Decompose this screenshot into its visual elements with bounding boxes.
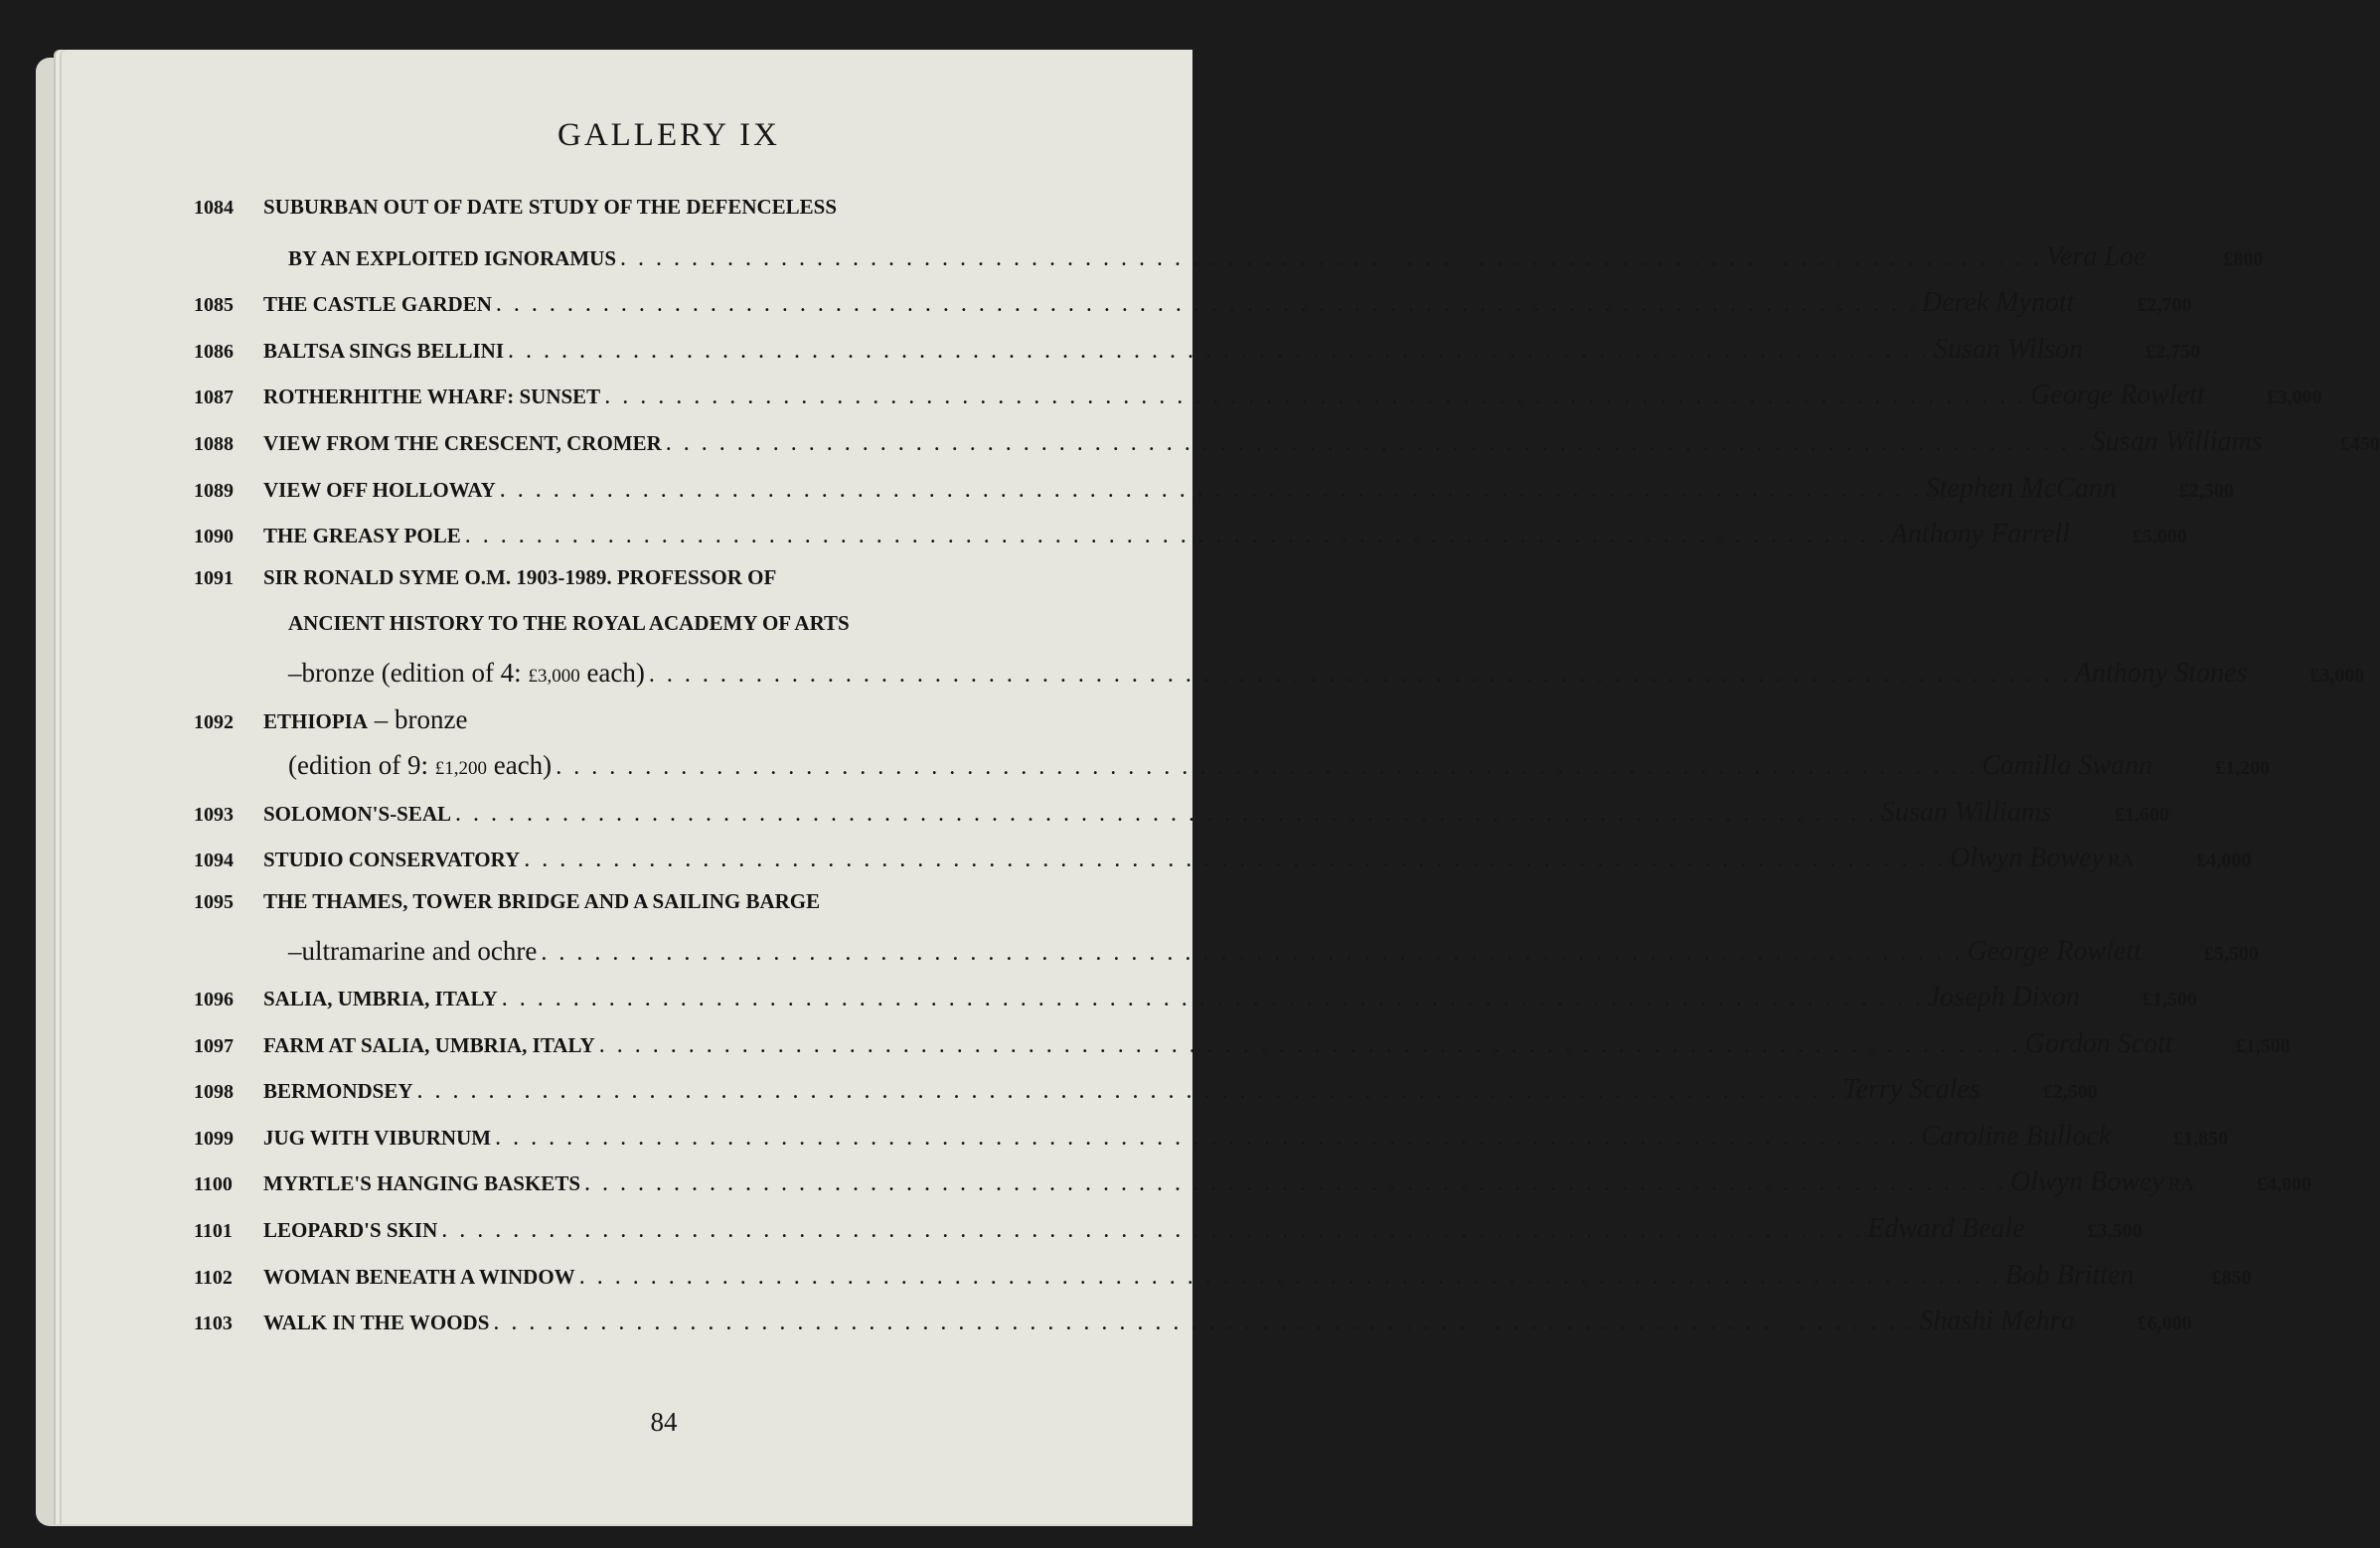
catalogue-entry <box>194 843 2252 889</box>
leader-dots: . . . . . . . . . . . . . . . . . . . . . . . . . . . . . . . . . . . . . . . . . . . . . . . . . . . . . . . . . . . . . . . . . . . . . . . . . . . . . . . . <box>495 1124 1918 1151</box>
leader-dots: . . . . . . . . . . . . . . . . . . . . . . . . . . . . . . . . . . . . . . . . . . . . . . . . . . . . . . . . . . . . . . . . . . . . . . . . . . . . . . . . <box>541 939 1964 966</box>
edition-price: £1,200 <box>434 758 487 780</box>
artist-name <box>2025 1028 2173 1060</box>
entry-title: THE GREASY POLE <box>263 524 461 548</box>
artist-name <box>1922 287 2075 319</box>
leader-dots: . . . . . . . . . . . . . . . . . . . . . . . . . . . . . . . . . . . . . . . . . . . . . . . . . . . . . . . . . . . . . . . . . . . . . . . . . . . . . . . . <box>493 1310 1916 1336</box>
artist-name-text: Gordon Scott <box>2024 1027 2173 1059</box>
artist-name-text: Shashi Mehra <box>1919 1306 2075 1337</box>
entry-title-group <box>263 1033 595 1058</box>
leader-dots: . . . . . . . . . . . . . . . . . . . . . . . . . . . . . . . . . . . . . . . . . . . . . . . . . . . . . . . . . . . . . . . . . . . . . . . . . . . . . . . . <box>598 1031 2021 1058</box>
leader-dots: . . . . . . . . . . . . . . . . . . . . . . . . . . . . . . . . . . . . . . . . . . . . . . . . . . . . . . . . . . . . . . . . . . . . . . . . . . . . . . . . <box>495 291 1918 318</box>
entry-number: 1090 <box>194 526 234 548</box>
artist-name-text: George Rowlett <box>1967 935 2142 967</box>
leader-dots: . . . . . . . . . . . . . . . . . . . . . . . . . . . . . . . . . . . . . . . . . . . . . . . . . . . . . . . . . . . . . . . . . . . . . . . . . . . . . . . . <box>455 800 1878 827</box>
gallery-title: GALLERY IX <box>556 117 780 153</box>
entry-number: 1095 <box>194 890 234 913</box>
entry-number: 1099 <box>194 1127 234 1150</box>
entry-number: 1087 <box>194 387 234 409</box>
leader-dots: . . . . . . . . . . . . . . . . . . . . . . . . . . . . . . . . . . . . . . . . . . . . . . . . . . . . . . . . . . . . . . . . . . . . . . . . . . . . . . . . <box>508 337 1931 364</box>
entry-title-group <box>288 611 850 636</box>
artist-name <box>1950 843 2134 874</box>
entry-title: ANCIENT HISTORY TO THE ROYAL ACADEMY OF ARTS <box>288 611 850 636</box>
entry-title-group <box>288 936 537 967</box>
entry-title-group <box>263 704 468 735</box>
leader-dots: . . . . . . . . . . . . . . . . . . . . . . . . . . . . . . . . . . . . . . . . . . . . . . . . . . . . . . . . . . . . . . . . . . . . . . . . . . . . . . . . <box>416 1078 1839 1105</box>
artist-name-text: Joseph Dixon <box>1927 982 2080 1013</box>
entry-title-group <box>263 524 461 548</box>
entry-title: ROTHERHITHE WHARF: SUNSET <box>263 385 601 409</box>
artist-name-text: Terry Scales <box>1842 1074 1981 1106</box>
entry-price: £4,000 <box>2196 850 2252 872</box>
entry-price: £850 <box>2211 1266 2252 1289</box>
artist-name-text: Stephen McCann <box>1925 472 2117 504</box>
entry-medium: (edition of 9: <box>288 750 435 781</box>
leader-dots: . . . . . . . . . . . . . . . . . . . . . . . . . . . . . . . . . . . . . . . . . . . . . . . . . . . . . . . . . . . . . . . . . . . . . . . . . . . . . . . . <box>464 523 1887 549</box>
entry-title-group <box>288 750 552 781</box>
catalogue-entry <box>194 889 1153 936</box>
entry-title: SALIA, UMBRIA, ITALY <box>263 987 498 1011</box>
artist-name-text: Edward Beale <box>1867 1213 2025 1245</box>
entry-title: ETHIOPIA <box>263 708 369 733</box>
catalogue-entry <box>194 1259 2252 1307</box>
entry-number: 1096 <box>194 989 234 1011</box>
leader-dots: . . . . . . . . . . . . . . . . . . . . . . . . . . . . . . . . . . . . . . . . . . . . . . . . . . . . . . . . . . . . . . . . . . . . . . . . . . . . . . . . <box>555 754 1979 781</box>
catalogue-entry <box>194 704 1153 751</box>
entry-number: 1103 <box>194 1313 233 1335</box>
artist-name <box>2092 426 2263 458</box>
artist-name-text: Susan Wilson <box>1934 333 2084 365</box>
entry-medium-suffix: each) <box>579 657 645 688</box>
artist-name-text: Vera Loe <box>2046 240 2146 272</box>
catalogue-entry <box>194 1213 2142 1260</box>
entry-price: £6,000 <box>2137 1313 2192 1335</box>
edition-price: £3,000 <box>528 665 580 687</box>
entry-number: 1091 <box>194 566 234 589</box>
ra-suffix: RA <box>2167 1174 2195 1196</box>
catalogue-entry <box>194 240 2264 288</box>
entry-title: VIEW FROM THE CRESCENT, CROMER <box>263 430 662 455</box>
entry-price: £2,750 <box>2145 340 2201 363</box>
artist-name-text: Bob Britten <box>2004 1259 2135 1291</box>
artist-name <box>2075 658 2247 690</box>
entry-price: £1,600 <box>2114 803 2169 826</box>
leader-dots: . . . . . . . . . . . . . . . . . . . . . . . . . . . . . . . . . . . . . . . . . . . . . . . . . . . . . . . . . . . . . . . . . . . . . . . . . . . . . . . . <box>501 986 1924 1012</box>
catalogue-entry <box>194 1027 2291 1075</box>
entry-title-group <box>263 987 498 1011</box>
artist-name-text: Olwyn Bowey <box>2010 1166 2164 1198</box>
entry-title: VIEW OFF HOLLOWAY <box>263 477 496 502</box>
entry-number: 1102 <box>194 1266 233 1289</box>
artist-name-text: Olwyn Bowey <box>1950 843 2104 874</box>
artist-name <box>1919 1306 2074 1337</box>
entry-price: £5,000 <box>2132 526 2187 548</box>
entry-price: £450 <box>2339 432 2380 455</box>
entry-price: £2,700 <box>2137 294 2192 317</box>
artist-name-text: Susan Williams <box>1881 796 2052 828</box>
artist-name-text: Caroline Bullock <box>1921 1120 2112 1152</box>
catalogue-entry <box>194 750 2271 797</box>
entry-price: £800 <box>2223 247 2264 270</box>
entry-number: 1088 <box>194 432 234 455</box>
entry-number: 1085 <box>194 294 234 317</box>
page-number: 84 <box>650 1407 678 1437</box>
leader-dots: . . . . . . . . . . . . . . . . . . . . . . . . . . . . . . . . . . . . . . . . . . . . . . . . . . . . . . . . . . . . . . . . . . . . . . . . . . . . . . . . <box>499 476 1922 503</box>
entry-price: £3,000 <box>2267 387 2322 409</box>
catalogue-entry <box>194 1120 2229 1167</box>
entry-title: THE CASTLE GARDEN <box>263 292 492 317</box>
entry-title-group <box>263 1171 580 1196</box>
entry-title-group <box>263 565 776 590</box>
leader-dots: . . . . . . . . . . . . . . . . . . . . . . . . . . . . . . . . . . . . . . . . . . . . . . . . . . . . . . . . . . . . . . . . . . . . . . . . . . . . . . . . <box>604 384 2027 410</box>
ra-suffix: RA <box>2107 851 2135 872</box>
entry-title-group <box>263 431 662 456</box>
catalogue-entry <box>194 657 2365 704</box>
entry-price: £1,500 <box>2235 1034 2291 1057</box>
entry-title: WOMAN BENEATH A WINDOW <box>263 1264 575 1289</box>
entry-title-group <box>263 385 600 409</box>
leader-dots: . . . . . . . . . . . . . . . . . . . . . . . . . . . . . . . . . . . . . . . . . . . . . . . . . . . . . . . . . . . . . . . . . . . . . . . . . . . . . . . . <box>441 1217 1864 1244</box>
catalogue-entry <box>194 380 2322 426</box>
catalogue-entry <box>194 425 2380 473</box>
entry-price: £5,500 <box>2203 942 2259 965</box>
artist-name <box>1967 936 2141 968</box>
entry-number: 1101 <box>194 1220 233 1243</box>
entry-medium: – bronze <box>368 703 468 734</box>
artist-name-text: Anthony Farrell <box>1890 519 2070 550</box>
artist-name <box>1891 519 2070 550</box>
catalogue-entries <box>194 195 2380 1352</box>
entry-price: £3,000 <box>2309 664 2365 687</box>
artist-name <box>2030 380 2204 411</box>
entry-title: JUG WITH VIBURNUM <box>263 1125 492 1150</box>
entry-title-group <box>263 889 820 914</box>
entry-price: £2,500 <box>2178 479 2234 502</box>
artist-name <box>2046 241 2145 273</box>
leader-dots: . . . . . . . . . . . . . . . . . . . . . . . . . . . . . . . . . . . . . . . . . . . . . . . . . . . . . . . . . . . . . . . . . . . . . . . . . . . . . . . . <box>584 1170 2006 1197</box>
entry-price: £1,850 <box>2173 1127 2229 1150</box>
entry-title-group <box>263 802 451 827</box>
entry-price: £1,500 <box>2142 989 2197 1011</box>
catalogue-entry <box>194 287 2192 334</box>
catalogue-entry <box>194 195 1153 241</box>
artist-name <box>2010 1166 2194 1198</box>
catalogue-entry <box>194 796 2169 844</box>
entry-number: 1098 <box>194 1081 234 1104</box>
entry-title: SUBURBAN OUT OF DATE STUDY OF THE DEFENCELESS <box>263 195 838 219</box>
artist-name <box>1867 1213 2024 1245</box>
entry-title: THE THAMES, TOWER BRIDGE AND A SAILING BARGE <box>263 888 821 913</box>
catalogue-entry <box>194 472 2234 520</box>
catalogue-entry <box>194 1306 2192 1352</box>
catalogue-entry <box>194 1166 2312 1213</box>
artist-name-text: George Rowlett <box>2030 380 2205 411</box>
artist-name <box>1982 750 2152 782</box>
catalogue-entry <box>194 1074 2098 1121</box>
entry-title: BY AN EXPLOITED IGNORAMUS <box>288 245 617 270</box>
entry-title-group <box>263 339 504 364</box>
entry-medium: –bronze (edition of 4: <box>288 657 529 688</box>
entry-title-group <box>263 1218 437 1243</box>
leader-dots: . . . . . . . . . . . . . . . . . . . . . . . . . . . . . . . . . . . . . . . . . . . . . . . . . . . . . . . . . . . . . . . . . . . . . . . . . . . . . . . . <box>648 661 2071 688</box>
entry-number: 1092 <box>194 710 234 733</box>
artist-name <box>1921 1121 2111 1153</box>
artist-name-text: Camilla Swann <box>1982 750 2153 782</box>
entry-price: £2,500 <box>2042 1081 2098 1104</box>
catalogue-entry <box>194 611 1153 658</box>
entry-medium-suffix: each) <box>486 750 553 781</box>
leader-dots: . . . . . . . . . . . . . . . . . . . . . . . . . . . . . . . . . . . . . . . . . . . . . . . . . . . . . . . . . . . . . . . . . . . . . . . . . . . . . . . . <box>665 429 2088 456</box>
entry-title-group <box>263 292 492 317</box>
artist-name <box>1926 473 2117 505</box>
catalogue-entry <box>194 982 2197 1028</box>
entry-title: FARM AT SALIA, UMBRIA, ITALY <box>263 1032 595 1057</box>
entry-title: LEOPARD'S SKIN <box>263 1218 438 1243</box>
artist-name <box>1843 1074 1981 1106</box>
artist-name <box>1881 797 2052 829</box>
entry-price: £1,200 <box>2215 757 2271 780</box>
entry-number: 1084 <box>194 197 234 219</box>
artist-name-text: Derek Mynott <box>1921 287 2075 319</box>
entry-number: 1093 <box>194 803 234 826</box>
entry-title-group <box>263 195 837 220</box>
entry-medium: –ultramarine and ochre <box>288 935 538 966</box>
entry-title-group <box>288 246 616 271</box>
entry-price: £4,000 <box>2257 1173 2312 1196</box>
catalogue-entry <box>194 935 2259 983</box>
entry-title-group <box>263 1311 489 1335</box>
entry-number: 1089 <box>194 479 234 502</box>
entry-title: SOLOMON'S-SEAL <box>263 801 452 826</box>
leader-dots: . . . . . . . . . . . . . . . . . . . . . . . . . . . . . . . . . . . . . . . . . . . . . . . . . . . . . . . . . . . . . . . . . . . . . . . . . . . . . . . . <box>578 1263 2001 1290</box>
artist-name <box>2005 1260 2135 1292</box>
leader-dots: . . . . . . . . . . . . . . . . . . . . . . . . . . . . . . . . . . . . . . . . . . . . . . . . . . . . . . . . . . . . . . . . . . . . . . . . . . . . . . . . <box>620 244 2043 271</box>
entry-title: BERMONDSEY <box>263 1079 413 1104</box>
artist-name <box>1934 334 2083 366</box>
entry-price: £3,500 <box>2087 1220 2142 1243</box>
leader-dots: . . . . . . . . . . . . . . . . . . . . . . . . . . . . . . . . . . . . . . . . . . . . . . . . . . . . . . . . . . . . . . . . . . . . . . . . . . . . . . . . <box>524 847 1947 873</box>
entry-title-group <box>263 1079 413 1104</box>
entry-title: SIR RONALD SYME O.M. 1903-1989. PROFESSOR OF <box>263 564 777 589</box>
catalogue-entry <box>194 333 2201 381</box>
entry-title: WALK IN THE WOODS <box>263 1311 490 1335</box>
entry-title-group <box>288 658 645 689</box>
entry-title-group <box>263 848 520 872</box>
entry-number: 1097 <box>194 1034 234 1057</box>
artist-name-text: Susan Williams <box>2091 425 2263 457</box>
entry-title-group <box>263 1265 575 1290</box>
entry-number: 1086 <box>194 340 234 363</box>
artist-name-text: Anthony Stones <box>2074 657 2248 689</box>
entry-title: MYRTLE'S HANGING BASKETS <box>263 1171 580 1196</box>
entry-title: STUDIO CONSERVATORY <box>263 848 521 872</box>
entry-number: 1100 <box>194 1173 233 1196</box>
entry-title: BALTSA SINGS BELLINI <box>263 338 505 363</box>
artist-name <box>1928 982 2080 1013</box>
entry-title-group <box>263 478 496 503</box>
catalogue-entry <box>194 565 1153 612</box>
entry-title-group <box>263 1126 491 1151</box>
entry-number: 1094 <box>194 850 234 872</box>
catalogue-entry <box>194 519 2187 565</box>
